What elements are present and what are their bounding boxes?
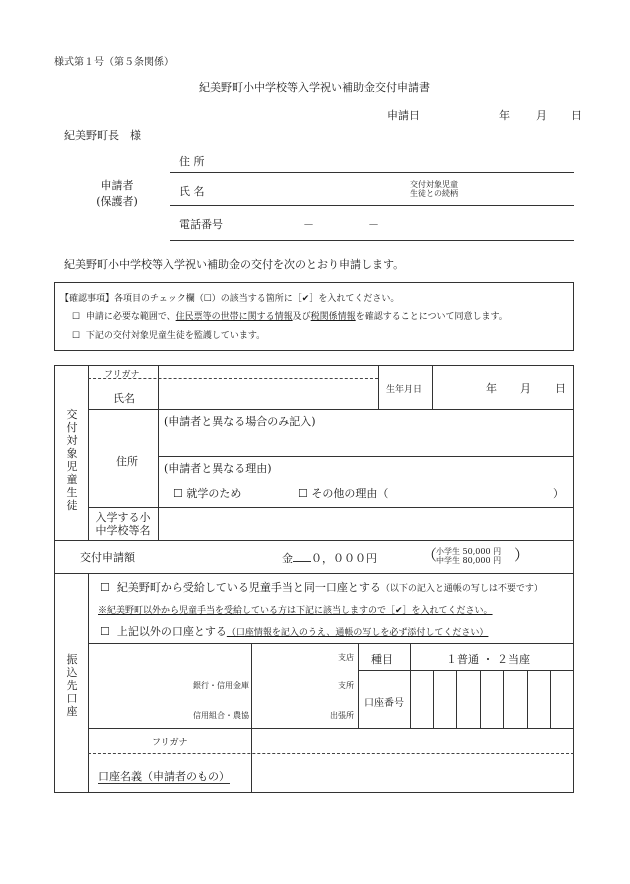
account-digit-box[interactable] (550, 670, 551, 728)
branch-label-2: 支所 (338, 681, 354, 690)
birth-day[interactable]: 日 (555, 382, 566, 395)
holder-furigana-label: フリガナ (152, 738, 188, 748)
account-holder-label: 口座名義（申請者のもの） (98, 770, 230, 783)
transfer-warning: ※紀美野町以外から児童手当を受給している方は下記に該当しますので［✔］を入れてください。 (98, 606, 493, 616)
date-month[interactable]: 月 (536, 109, 547, 122)
transfer-option-1: ☐ 紀美野町から受給している児童手当と同一口座とする（以下の記入と通帳の写しは不要です） (100, 581, 543, 594)
bank-label-1: 銀行・信用金庫 (193, 681, 249, 690)
phone-underline[interactable] (170, 240, 574, 241)
birth-year[interactable]: 年 (486, 382, 497, 395)
child-name-label: 氏名 (113, 392, 135, 405)
date-day[interactable]: 日 (571, 109, 582, 122)
amount-paren-close: ） (514, 546, 530, 564)
reason-checkbox-schooling[interactable]: ☐ (173, 487, 183, 500)
amount-note: 小学生 50,000 円 中学生 80,000 円 (436, 547, 502, 565)
child-section-label: 交 付 対 象 児 童 生 徒 (66, 408, 78, 512)
birth-label: 生年月日 (386, 385, 423, 395)
reason-option-schooling: ☐ 就学のため (173, 487, 242, 500)
child-address-field[interactable] (158, 456, 574, 457)
address-underline[interactable] (170, 172, 574, 173)
form-title: 紀美野町小中学校等入学祝い補助金交付申請書 (199, 81, 430, 94)
confirm-checkbox-1[interactable]: ☐ (72, 312, 81, 322)
applicant-label: 申請者 (保護者) (96, 179, 138, 208)
confirm-item-1: ☐ 申請に必要な範囲で、住民票等の世帯に関する情報及び税関係情報を確認することについて同意します。 (72, 312, 508, 322)
child-address-label: 住所 (116, 455, 138, 468)
branch-label-3: 出張所 (330, 711, 354, 720)
reason-checkbox-other[interactable]: ☐ (298, 487, 308, 500)
addressee: 紀美野町長 様 (64, 129, 141, 142)
account-type-options[interactable]: １普通 ・ ２当座 (446, 653, 530, 666)
school-label: 入学する小 中学校等名 (95, 511, 151, 537)
amount-label: 交付申請額 (80, 551, 135, 564)
phone-sep-2: － (368, 218, 379, 231)
account-digit-box[interactable] (480, 670, 481, 728)
phone-label: 電話番号 (179, 218, 223, 231)
address-note: (申請者と異なる場合のみ記入) (164, 415, 316, 428)
transfer-checkbox-other-account[interactable]: ☐ (100, 625, 110, 638)
amount-value: 金 ０，０００円 (282, 552, 377, 565)
applicant-address-label: 住 所 (179, 155, 205, 168)
account-digit-box[interactable] (433, 670, 434, 728)
confirm-header: 【確認事項】各項目のチェック欄（☐）の該当する箇所に［✔］を入れてください。 (60, 294, 400, 304)
child-furigana-field[interactable] (88, 378, 378, 379)
account-digit-box[interactable] (503, 670, 504, 728)
branch-label-1: 支店 (338, 653, 354, 662)
account-number-label: 口座番号 (364, 698, 404, 709)
intro-text: 紀美野町小中学校等入学祝い補助金の交付を次のとおり申請します。 (64, 258, 405, 271)
bank-label-2: 信用組合・農協 (193, 711, 249, 720)
amount-paren-open: （ (422, 546, 438, 564)
name-underline[interactable] (170, 205, 574, 206)
transfer-section-label: 振 込 先 口 座 (66, 653, 78, 718)
account-type-label: 種目 (371, 653, 393, 666)
reason-close-paren: ） (553, 487, 564, 500)
transfer-option-2: ☐ 上記以外の口座とする（口座情報を記入のうえ、通帳の写しを必ず添付してください） (100, 625, 489, 638)
phone-sep-1: － (303, 218, 314, 231)
form-number: 様式第１号（第５条関係） (54, 57, 174, 68)
child-furigana-label: フリガナ (104, 370, 140, 380)
date-label: 申請日 (387, 109, 420, 122)
confirm-item-2: ☐ 下記の交付対象児童生徒を監護しています。 (72, 331, 266, 341)
account-digit-box[interactable] (527, 670, 528, 728)
relation-label: 交付対象児童 生徒との続柄 (410, 180, 458, 198)
applicant-name-label: 氏 名 (179, 185, 205, 198)
holder-furigana-field[interactable] (88, 753, 574, 754)
birth-month[interactable]: 月 (520, 382, 531, 395)
date-year[interactable]: 年 (499, 109, 510, 122)
reason-option-other: ☐ その他の理由（ (298, 487, 389, 500)
confirm-checkbox-2[interactable]: ☐ (72, 331, 81, 341)
account-digit-box[interactable] (456, 670, 457, 728)
transfer-checkbox-same-account[interactable]: ☐ (100, 581, 110, 594)
reason-label: (申請者と異なる理由) (164, 462, 272, 475)
